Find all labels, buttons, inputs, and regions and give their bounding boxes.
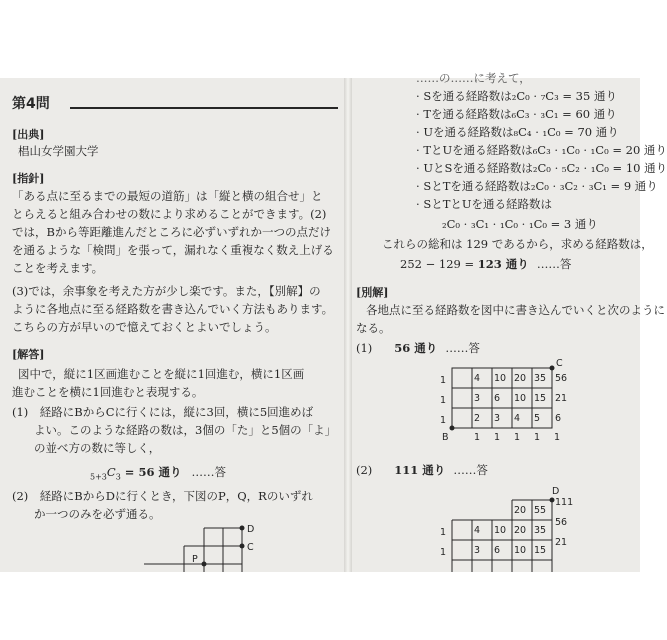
grid1-left: 1 — [440, 395, 447, 406]
sum-line: これらの総和は 129 であるから，求める経路数は， — [382, 237, 653, 251]
title-rule — [70, 107, 338, 109]
label-d: D — [247, 524, 255, 535]
answer-1: (1) 56 通り ……答 — [356, 341, 480, 355]
grid2-cell: 6 — [494, 545, 501, 556]
count-grid-2 — [436, 484, 606, 572]
guide-label: [ 指針 ] — [12, 170, 44, 188]
route-last-line: ₂C₀ · ₃C₁ · ₁C₀ · ₁C₀ = 3 通り — [442, 217, 598, 231]
grid1-cell: 10 — [514, 393, 527, 404]
grid2-cell: 21 — [555, 537, 568, 548]
formula-n: 5+3 — [90, 472, 107, 482]
grid2-cell: 20 — [514, 505, 527, 516]
answer-line: の並べ方の数に等しく， — [34, 441, 161, 455]
route-line: · Sを通る経路数は₂C₀ · ₇C₃ = 35 通り — [416, 89, 617, 103]
grid2-cell: 15 — [534, 545, 547, 556]
final-value: 123 通り — [477, 257, 529, 271]
grid1-cell: 21 — [555, 393, 568, 404]
grid2-cell: 3 — [474, 545, 481, 556]
guide-line: とらえると組み合わせの数により求めることができます。(2) — [12, 207, 327, 221]
alt-line: なる。 — [356, 321, 391, 335]
answer-line: 図中で，縦に1区画進むことを縦に1回進む，横に1区画 — [18, 367, 305, 381]
grid1-cell: 2 — [474, 413, 481, 424]
grid2-cell: 4 — [474, 525, 481, 536]
route-line: · Tを通る経路数は₆C₃ · ₃C₁ = 60 通り — [416, 107, 617, 121]
grid1-cell: 20 — [514, 373, 527, 384]
answer-line: よい。このような経路の数は，3個の「た」と5個の「よ」 — [34, 423, 337, 437]
alt-solution-label: [ 別解 ] — [356, 284, 388, 302]
source-text: 椙山女学園大学 — [18, 144, 99, 158]
left-page — [8, 78, 338, 572]
grid1-cell: 35 — [534, 373, 547, 384]
label-c: C — [247, 542, 254, 553]
grid1-label-b: B — [442, 432, 449, 443]
grid2-cell: 55 — [534, 505, 547, 516]
grid1-cell: 4 — [514, 413, 521, 424]
grid1-left: 1 — [440, 375, 447, 386]
grid1-label-c: C — [556, 358, 563, 369]
guide-line: ように各地点に至る経路数を書き込んでいく方法もあります。 — [12, 302, 334, 316]
grid1-cell: 3 — [494, 413, 501, 424]
answer-mark: 答 — [214, 465, 226, 479]
answer-2: (2) 111 通り ……答 — [356, 463, 488, 477]
book-gutter — [344, 78, 352, 572]
grid1-bottom: 1 — [514, 432, 521, 443]
route-line: · SとTを通る経路数は₂C₀ · ₃C₂ · ₃C₁ = 9 通り — [416, 179, 658, 193]
guide-line: では，Bから等距離進んだところに必ずいずれか一つの点だけ — [12, 225, 331, 239]
guide-line: こちらの方が早いので憶えておくとよいでしょう。 — [12, 320, 277, 334]
grid1-cell: 4 — [474, 373, 481, 384]
answer-line: (1) 経路にBからCに行くには，縦に3回，横に5回進めば — [12, 405, 314, 419]
grid1-left: 1 — [440, 415, 447, 426]
route-line: · Uを通る経路数は₈C₄ · ₁C₀ = 70 通り — [416, 125, 619, 139]
source-label: [ 出典 ] — [12, 126, 44, 144]
open-book-spread — [0, 71, 667, 572]
bottom-margin — [0, 572, 640, 640]
grid2-cell: 56 — [555, 517, 568, 528]
grid1-cell: 3 — [474, 393, 481, 404]
grid1-cell: 56 — [555, 373, 568, 384]
formula-r: 3 — [115, 472, 121, 482]
answer-line: 進むことを横に1回進むと表現する。 — [12, 385, 204, 399]
grid1-bottom: 1 — [554, 432, 561, 443]
part2-line: (2) 経路にBからDに行くとき，下図のP，Q，Rのいずれ — [12, 489, 313, 503]
formula-result: = 56 通り — [120, 465, 182, 479]
formula-combination — [90, 464, 226, 482]
grid1-cell: 5 — [534, 413, 541, 424]
grid2-cell: 10 — [494, 525, 507, 536]
grid1-cell: 10 — [494, 373, 507, 384]
guide-line: を通るような「検問」を張って，漏れなく重複なく数え上げる — [12, 243, 334, 257]
path-grid-figure — [108, 518, 268, 572]
route-line: · SとTとUを通る経路数は — [416, 197, 553, 211]
answer-mark: 答 — [476, 463, 488, 477]
grid1-cell: 15 — [534, 393, 547, 404]
grid2-cell: 10 — [514, 545, 527, 556]
grid2-left: 1 — [440, 527, 447, 538]
grid2-label-d: D — [552, 486, 560, 497]
guide-line: (3)では，余事象を考えた方が少し楽です。また，【別解】の — [12, 284, 321, 298]
formula-dots: …… — [191, 465, 215, 479]
answer-label: [ 解答 ] — [12, 346, 44, 364]
answer-mark: 答 — [468, 341, 480, 355]
alt-line: 各地点に至る経路数を図中に書き込んでいくと次のように — [366, 303, 665, 317]
right-page — [356, 71, 667, 572]
grid1-bottom: 1 — [534, 432, 541, 443]
grid1-cell: 6 — [494, 393, 501, 404]
problem-title: 第4問 — [12, 96, 50, 112]
grid1-bottom: 1 — [494, 432, 501, 443]
grid1-bottom: 1 — [474, 432, 481, 443]
route-line: · TとUを通る経路数は₆C₃ · ₁C₀ · ₁C₀ = 20 通り — [416, 143, 667, 157]
part2-line: か一つのみを必ず通る。 — [34, 507, 161, 521]
answer-mark: 答 — [559, 257, 572, 271]
grid2-cell: 111 — [555, 497, 574, 508]
guide-line: ことを考えます。 — [12, 261, 104, 275]
top-margin — [0, 0, 640, 78]
guide-line: 「ある点に至るまでの最短の道筋」は「縦と横の組合せ」と — [12, 189, 323, 203]
grid2-cell: 20 — [514, 525, 527, 536]
label-p: P — [192, 554, 198, 565]
grid2-cell: 35 — [534, 525, 547, 536]
final-answer: 252 − 129 = 123 通り ……答 — [400, 257, 572, 271]
route-line: · UとSを通る経路数は₂C₀ · ₅C₂ · ₁C₀ = 10 通り — [416, 161, 667, 175]
count-grid-1 — [436, 358, 596, 458]
grid1-cell: 6 — [555, 413, 562, 424]
formula-c: C — [106, 465, 116, 479]
cut-off-line: ……の……に考えて， — [416, 71, 531, 85]
grid2-left: 1 — [440, 547, 447, 558]
